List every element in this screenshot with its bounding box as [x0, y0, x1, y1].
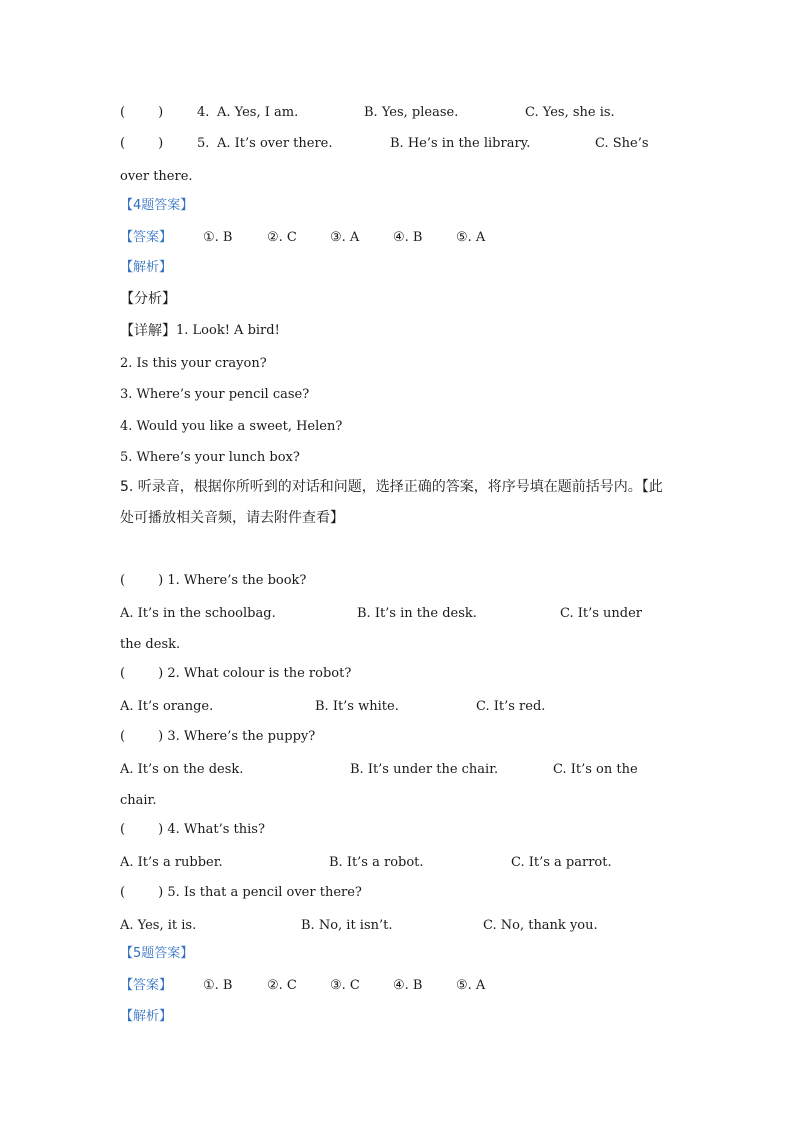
option-b: B. Yes, please.: [364, 105, 459, 120]
answer-3: ③. C: [330, 978, 360, 993]
option-a: A. It’s on the desk.: [120, 762, 244, 777]
option-a: A. It’s orange.: [120, 699, 214, 714]
question: ( ) 3. Where’s the puppy?: [120, 729, 316, 744]
option-c: C. No, thank you.: [483, 918, 598, 933]
answer-4: ④. B: [393, 978, 423, 993]
answer-1: ①. B: [203, 230, 233, 245]
detail-label: 【详解】: [120, 323, 176, 339]
option-c: C. She’s: [595, 136, 649, 151]
detail-line-1: 1. Look! A bird!: [176, 323, 280, 338]
q5-answer-header: 【5题答案】: [120, 946, 194, 961]
option-a: A. It’s over there.: [217, 136, 333, 151]
question: ( ) 1. Where’s the book?: [120, 573, 307, 588]
answer-3: ③. A: [330, 230, 360, 245]
question: ( ) 2. What colour is the robot?: [120, 666, 352, 681]
q5-instruction-line-1: 5. 听录音，根据你所听到的对话和问题，选择正确的答案，将序号填在题前括号内。【此: [120, 479, 663, 495]
answer-1: ①. B: [203, 978, 233, 993]
option-b: B. No, it isn’t.: [301, 918, 393, 933]
option-a: A. Yes, it is.: [120, 918, 197, 933]
question: ( ) 5. Is that a pencil over there?: [120, 885, 362, 900]
option-c: C. It’s on the: [553, 762, 638, 777]
item-number: 4.: [197, 105, 210, 120]
option-b: B. It’s under the chair.: [350, 762, 499, 777]
option-a: A. Yes, I am.: [217, 105, 299, 120]
q5-instruction-line-2: 处可播放相关音频，请去附件查看】: [120, 510, 344, 526]
question: ( ) 4. What’s this?: [120, 822, 265, 837]
answer-label: 【答案】: [120, 978, 173, 993]
answer-2: ②. C: [267, 230, 297, 245]
option-b: B. It’s in the desk.: [357, 606, 477, 621]
option-c: C. Yes, she is.: [525, 105, 615, 120]
option-c: C. It’s under: [560, 606, 643, 621]
option-c-continued: the desk.: [120, 637, 181, 652]
option-b: B. It’s a robot.: [329, 855, 424, 870]
option-b: B. It’s white.: [315, 699, 399, 714]
option-c: C. It’s a parrot.: [511, 855, 612, 870]
detail-line-3: 3. Where’s your pencil case?: [120, 387, 310, 402]
answer-5: ⑤. A: [456, 978, 486, 993]
option-b: B. He’s in the library.: [390, 136, 531, 151]
answer-2: ②. C: [267, 978, 297, 993]
detail-line-5: 5. Where’s your lunch box?: [120, 450, 300, 465]
detail-line-4: 4. Would you like a sweet, Helen?: [120, 419, 343, 434]
q5-analysis-label: 【解析】: [120, 1009, 173, 1024]
answer-4: ④. B: [393, 230, 423, 245]
option-c-continued: chair.: [120, 793, 157, 808]
option-c: C. It’s red.: [476, 699, 546, 714]
q4-answer-header: 【4题答案】: [120, 198, 194, 213]
detail-line-2: 2. Is this your crayon?: [120, 356, 267, 371]
item-number: 5.: [197, 136, 210, 151]
q4-analysis-label: 【解析】: [120, 260, 173, 275]
answer-paren: ( ): [120, 136, 164, 151]
option-a: A. It’s a rubber.: [120, 855, 223, 870]
answer-paren: ( ): [120, 105, 164, 120]
q4-fenxi-label: 【分析】: [120, 291, 176, 307]
option-a: A. It’s in the schoolbag.: [120, 606, 276, 621]
answer-label: 【答案】: [120, 230, 173, 245]
answer-5: ⑤. A: [456, 230, 486, 245]
option-c-continued: over there.: [120, 169, 193, 184]
